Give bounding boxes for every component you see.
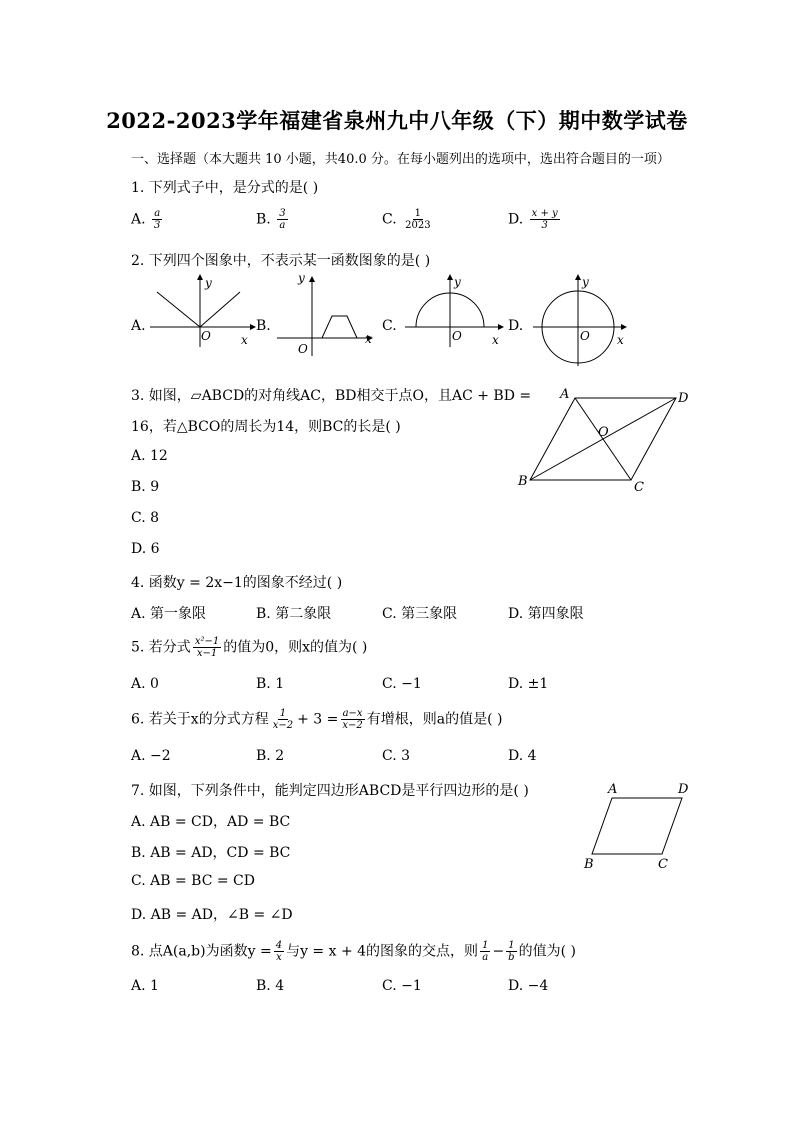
question-7-stem: 7. 如图，下列条件中，能判定四边形ABCD是平行四边形的是( ): [131, 783, 529, 799]
q8-option-a: A. 1: [131, 978, 159, 994]
y-label: y: [298, 271, 305, 285]
vertex-a-label: A: [608, 782, 618, 797]
vertex-b-label: B: [518, 474, 528, 489]
graph-line-left: [157, 292, 200, 327]
point-o-label: O: [598, 425, 609, 440]
vertex-c-label: C: [658, 857, 668, 872]
q3-parallelogram-figure: [510, 382, 700, 498]
y-label: y: [205, 276, 212, 290]
q2-graph-d: [528, 272, 638, 368]
section-heading: 一、选择题（本大题共 10 小题，共40.0 分。在每小题列出的选项中，选出符合题目的一项）: [131, 152, 670, 167]
q1-option-a: A. $\frac{a}{3}$: [131, 208, 161, 231]
q1-option-c: C. $\frac{1}{2023}$: [382, 208, 431, 231]
y-axis-arrow: [447, 274, 453, 280]
q4-option-d: D. 第四象限: [508, 606, 584, 622]
q2-label-c: C.: [382, 318, 397, 334]
graph-line-right: [200, 292, 240, 327]
vertex-d-label: D: [678, 391, 689, 406]
origin-label: O: [201, 329, 211, 343]
q2-graph-b: [272, 268, 382, 358]
y-axis-arrow: [309, 276, 315, 282]
q1-option-b: B. $\frac{3}{a}$: [256, 208, 286, 231]
q7-option-a: A. AB = CD，AD = BC: [131, 814, 291, 830]
y-axis-arrow: [197, 274, 203, 280]
q6-option-a: A. −2: [131, 748, 171, 764]
question-8-stem: 8. 点A(a,b)为函数y = $\frac{4}{x}$ 与y = x + 4的图象的交点，则 $\frac{1}{a}$ − $\frac{1}{b}$ 的值为( ): [131, 940, 576, 963]
q6-option-c: C. 3: [382, 748, 411, 764]
q4-option-a: A. 第一象限: [131, 606, 207, 622]
q4-option-b: B. 第二象限: [256, 606, 332, 622]
vertex-a-label: A: [560, 387, 570, 402]
x-label: x: [617, 333, 624, 347]
q5-option-a: A. 0: [131, 676, 159, 692]
x-axis-arrow: [621, 324, 627, 330]
question-4-stem: 4. 函数y = 2x−1的图象不经过( ): [131, 575, 343, 591]
x-label: x: [241, 333, 248, 347]
question-1-stem: 1. 下列式子中，是分式的是( ): [131, 180, 319, 196]
q3-option-b: B. 9: [131, 479, 160, 495]
origin-label: O: [452, 329, 462, 343]
origin-label: O: [298, 342, 308, 356]
q2-label-b: B.: [256, 318, 271, 334]
question-2-stem: 2. 下列四个图象中，不表示某一函数图象的是( ): [131, 253, 431, 269]
y-label: y: [582, 275, 589, 289]
q3-option-c: C. 8: [131, 510, 160, 526]
y-label: y: [454, 275, 461, 289]
q6-option-b: B. 2: [256, 748, 285, 764]
q8-option-b: B. 4: [256, 978, 285, 994]
q2-label-d: D.: [508, 318, 524, 334]
q5-option-d: D. ±1: [508, 676, 549, 692]
q7-option-d: D. AB = AD，∠B = ∠D: [131, 907, 293, 923]
q2-graph-c: [400, 272, 510, 352]
y-axis-arrow: [575, 274, 581, 280]
graph-trapezoid: [312, 316, 357, 338]
vertex-c-label: C: [634, 480, 644, 495]
q6-option-d: D. 4: [508, 748, 537, 764]
x-axis-arrow: [498, 324, 504, 330]
question-6-stem: 6. 若关于x的分式方程 $\frac{1}{x-2}$ + 3 = $\frac{a-x}{x-2}$ 有增根，则a的值是( ): [131, 708, 503, 731]
q2-graph-a: [145, 272, 260, 352]
vertex-b-label: B: [584, 857, 594, 872]
x-label: x: [492, 333, 499, 347]
q1-option-d: D. $\frac{x + y}{3}$: [508, 208, 558, 231]
question-3-line1: 3. 如图，▱ABCD的对角线AC，BD相交于点O，且AC + BD =: [131, 388, 532, 404]
vertex-d-label: D: [678, 782, 689, 797]
q7-parallelogram-figure: [578, 778, 698, 874]
question-5-stem: 5. 若分式 $\frac{\text{x²−1}}{x-1}$ 的值为0，则x的值为( ): [131, 636, 368, 659]
q4-option-c: C. 第三象限: [382, 606, 458, 622]
q8-option-d: D. −4: [508, 978, 549, 994]
q5-option-b: B. 1: [256, 676, 285, 692]
q7-option-c: C. AB = BC = CD: [131, 873, 255, 889]
x-label: x: [365, 332, 372, 346]
q3-option-d: D. 6: [131, 541, 160, 557]
q3-option-a: A. 12: [131, 448, 168, 464]
q2-label-a: A.: [131, 318, 146, 334]
q5-option-c: C. −1: [382, 676, 422, 692]
q7-option-b: B. AB = AD，CD = BC: [131, 845, 291, 861]
question-3-line2: 16，若△BCO的周长为14，则BC的长是( ): [131, 419, 401, 435]
page-title: 2022-2023学年福建省泉州九中八年级（下）期中数学试卷: [106, 108, 688, 133]
origin-label: O: [580, 329, 590, 343]
quadrilateral-abcd: [592, 798, 682, 854]
q8-option-c: C. −1: [382, 978, 422, 994]
x-axis-arrow: [250, 324, 256, 330]
